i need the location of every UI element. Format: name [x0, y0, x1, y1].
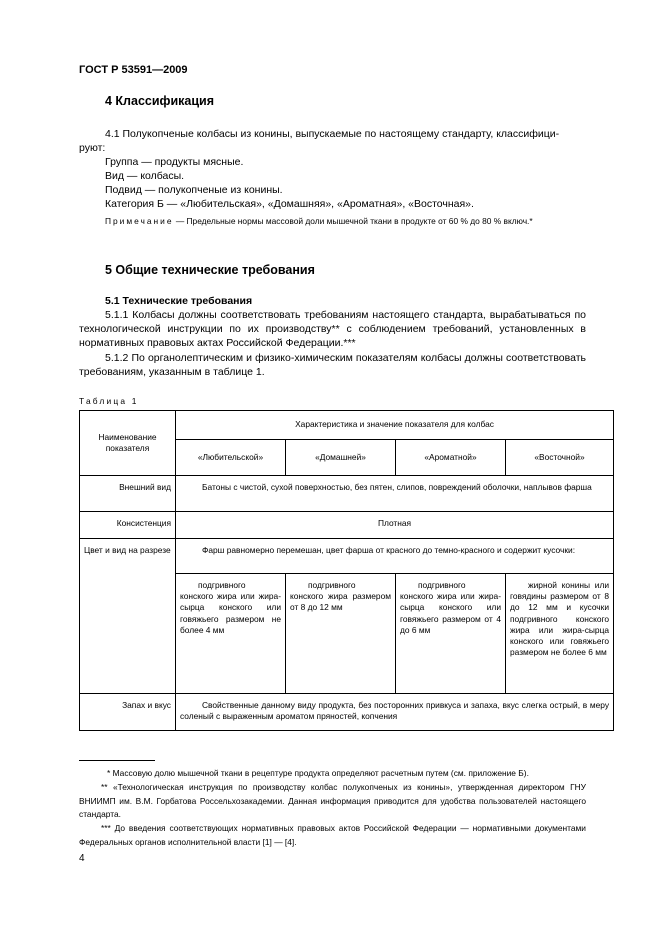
row-value-smell: Свойственные данному виду продукта, без посторонних привкуса и запаха, вкус слегка острый, в меру соленый с выраженным ароматом пряностей, копчения — [176, 694, 614, 731]
page-number: 4 — [79, 853, 85, 864]
footnote-3: *** До введения соответствующих нормативных правовых актов Российской Федерации — нормативными документами Федеральных органов исполнительной власти [1] — [4]. — [79, 823, 586, 847]
classification-subkind: Подвид — полукопченые из конины. — [105, 184, 283, 196]
column-header-name-text: Наименование показателя — [98, 431, 157, 453]
row-label-appearance: Внешний вид — [80, 476, 176, 512]
paragraph-5-1-2: 5.1.2 По органолептическим и физико-химическим показателям колбасы должны соответствовать требованиям, указанным в таблице 1. — [79, 352, 586, 379]
color-cell-aromatnaya: подгривного конского жира или жира-сырца конского или говяжьего размером от 4 до 6 мм — [396, 574, 506, 694]
row-label-color: Цвет и вид на разрезе — [80, 539, 176, 694]
section-5-1-title: 5.1 Технические требования — [105, 295, 253, 307]
classification-kind: Вид — колбасы. — [105, 170, 185, 182]
paragraph-5-1-1: 5.1.1 Колбасы должны соответствовать требованиям настоящего стандарта, вырабатываться по технологической инструкции по их производству** с соблюдением требований, установленных в нормативных правовых актах Российской Федерации.*** — [79, 309, 586, 350]
footnote-2: ** «Технологическая инструкция по производству колбас полукопченых из конины», утвержденная директором ГНУ ВНИИМП им. В.М. Горбатова Россельхозакадемии. Данная информация приводится для удобства пользователей настоящего стандарта. — [79, 782, 586, 819]
section-4-1-line1: 4.1 Полукопченые колбасы из конины, выпускаемые по настоящему стандарту, классифици- — [105, 128, 560, 140]
section-4-1-line2: руют: — [79, 142, 106, 154]
column-group-header: Характеристика и значение показателя для колбас — [176, 411, 614, 440]
classification-note — [79, 215, 586, 227]
classification-group: Группа — продукты мясные. — [105, 156, 244, 168]
footnote-1: * Массовую долю мышечной ткани в рецептуре продукта определяют расчетным путем (см. приложение Б). — [107, 768, 529, 778]
sub-header-aromatnaya: «Ароматной» — [396, 440, 506, 476]
document-header: ГОСТ Р 53591—2009 — [79, 64, 188, 76]
sub-header-vostochnaya: «Восточной» — [506, 440, 614, 476]
color-cell-vostochnaya: жирной конины или говядины размером от 8 до 12 мм и кусочки подгривного конского жира или жира-сырца конского или говяжьего размером не более 6 мм — [506, 574, 614, 694]
table-caption: Таблица 1 — [79, 396, 139, 406]
row-value-consistency: Плотная — [176, 512, 614, 539]
row-label-consistency: Консистенция — [80, 512, 176, 539]
row-value-color: Фарш равномерно перемешан, цвет фарша от красного до темно-красного и содержит кусочки: — [176, 539, 614, 574]
note-text: — Предельные нормы массовой доли мышечной ткани в продукте от 60 % до 80 % включ.* — [175, 216, 533, 226]
footnote-separator — [79, 760, 155, 761]
section-5-title: 5 Общие технические требования — [105, 263, 315, 277]
color-cell-domashnyaya: подгривного конского жира размером от 8 до 12 мм — [286, 574, 396, 694]
color-cell-lyubitelskaya: подгривного конского жира или жира-сырца конского или говяжьего размером не более 4 мм — [176, 574, 286, 694]
sub-header-domashnyaya: «Домашней» — [286, 440, 396, 476]
section-4-title: 4 Классификация — [105, 94, 215, 108]
sub-header-lyubitelskaya: «Любительской» — [176, 440, 286, 476]
row-label-smell: Запах и вкус — [80, 694, 176, 731]
classification-category: Категория Б — «Любительская», «Домашняя», «Ароматная», «Восточная». — [105, 198, 474, 210]
note-label: Примечание — [105, 216, 174, 226]
table-1 — [79, 410, 614, 731]
row-value-appearance: Батоны с чистой, сухой поверхностью, без пятен, слипов, повреждений оболочки, наплывов фарша — [176, 476, 614, 512]
column-header-name — [80, 411, 176, 476]
